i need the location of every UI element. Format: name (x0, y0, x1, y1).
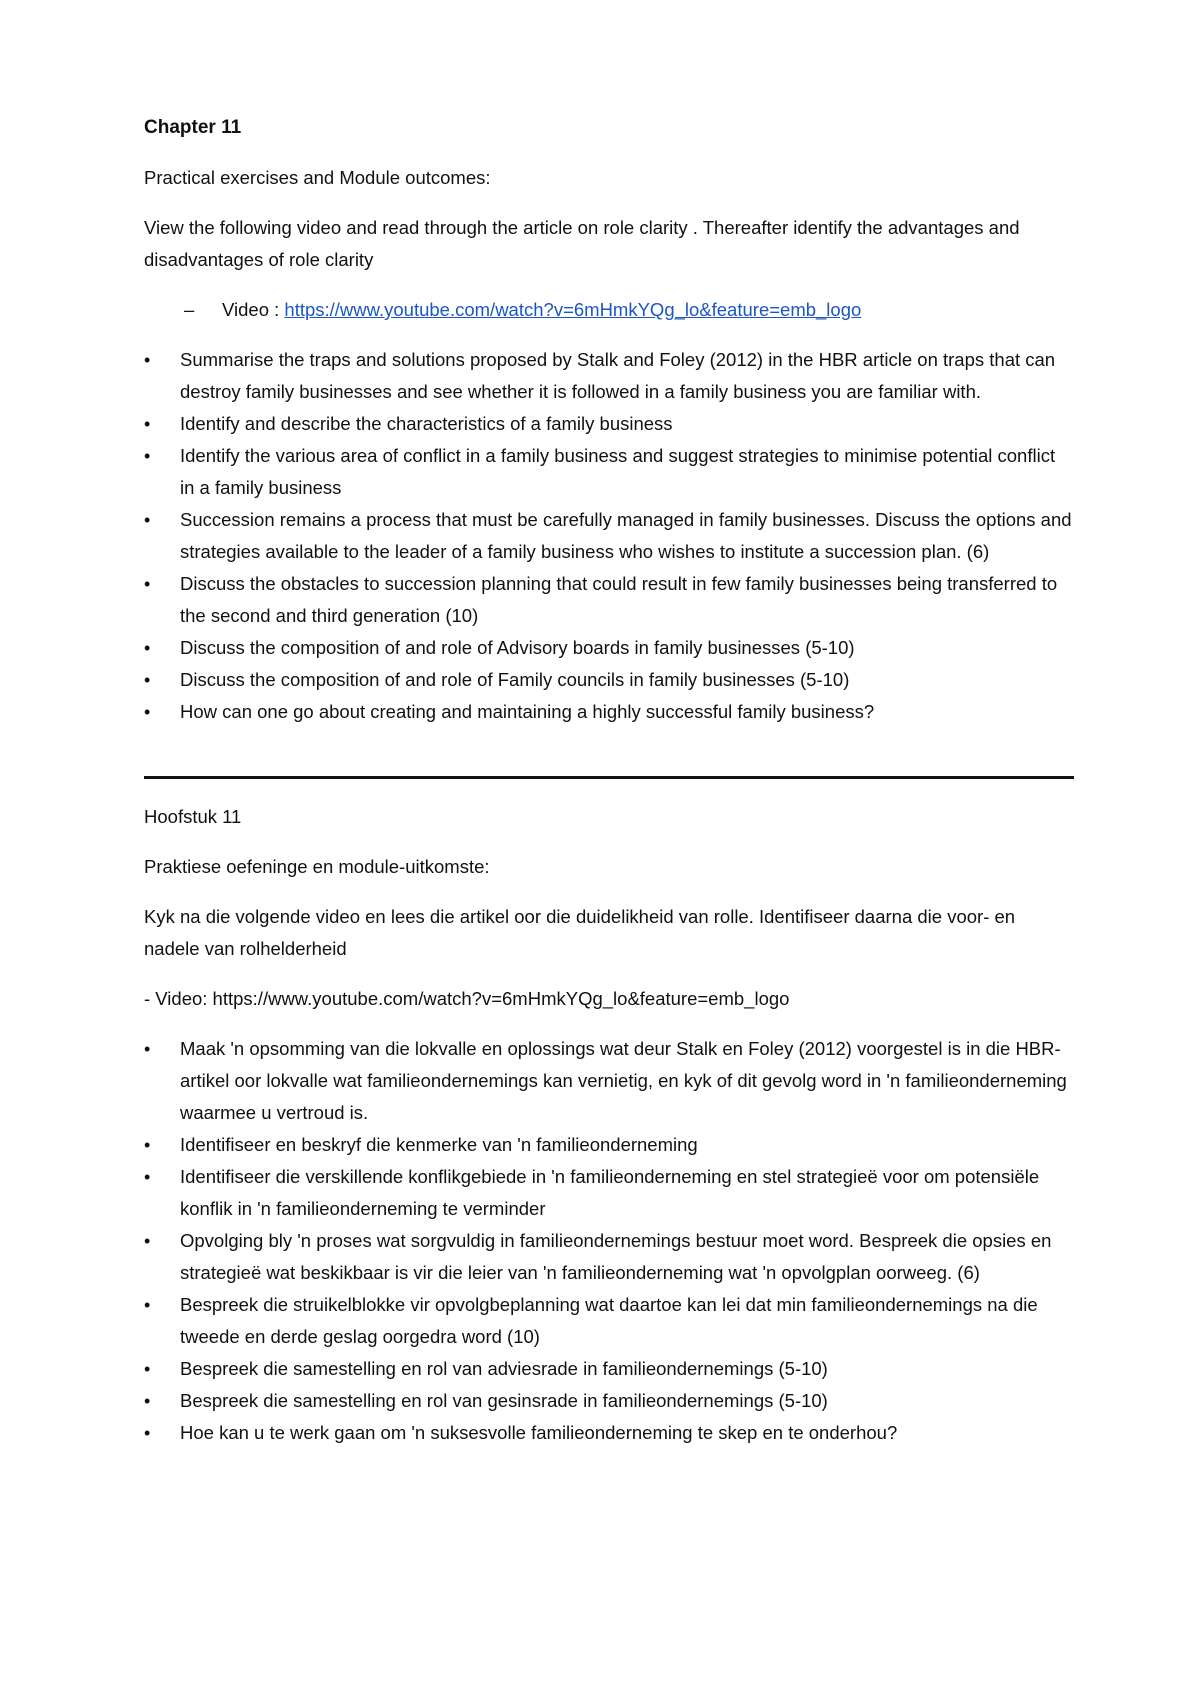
list-item-text: How can one go about creating and maintaining a highly successful family business? (180, 701, 875, 722)
chapter-title-afrikaans: Hoofstuk 11 (144, 806, 242, 827)
list-item-text: Discuss the composition of and role of Advisory boards in family businesses (5-10) (180, 637, 855, 658)
bullet-icon: • (144, 1423, 151, 1443)
list-item (144, 1289, 1074, 1353)
list-item (144, 408, 1074, 440)
list-item (144, 440, 1074, 504)
list-item-text: Identifiseer die verskillende konflikgebiede in 'n familieonderneming en stel strategieë voor om potensiële konflik in 'n familieonderneming te verminder (180, 1166, 1040, 1219)
bullet-icon: • (144, 1295, 151, 1315)
list-item-text: Discuss the obstacles to succession planning that could result in few family businesses being transferred to the second and third generation (10) (180, 573, 1058, 626)
bullet-icon: • (144, 446, 151, 466)
intro-paragraph-afrikaans: Kyk na die volgende video en lees die artikel oor die duidelikheid van rolle. Identifiseer daarna die voor- en nadele van rolhelderheid (144, 906, 1016, 959)
list-item-text: Hoe kan u te werk gaan om 'n suksesvolle familieonderneming te skep en te onderhou? (180, 1422, 898, 1443)
list-item (144, 632, 1074, 664)
bullet-icon: • (144, 1039, 151, 1059)
bullet-icon: • (144, 1135, 151, 1155)
bullet-icon: • (144, 1231, 151, 1251)
list-item (144, 1353, 1074, 1385)
list-item-text: Bespreek die samestelling en rol van adviesrade in familieondernemings (5-10) (180, 1358, 828, 1379)
list-item (144, 664, 1074, 696)
bullet-icon: • (144, 702, 151, 722)
bullet-icon: • (144, 638, 151, 658)
list-item (144, 1417, 1074, 1449)
video-line (144, 294, 1074, 326)
bullet-icon: • (144, 1359, 151, 1379)
english-outcomes-list (144, 344, 1074, 728)
list-item-text: Opvolging bly 'n proses wat sorgvuldig in familieondernemings bestuur moet word. Bespreek die opsies en strategieë wat beskikbaar is vir die leier van 'n familieonderneming wat 'n opvolgplan oorweeg. (6) (180, 1230, 1052, 1283)
bullet-icon: • (144, 510, 151, 530)
list-item-text: Identifiseer en beskryf die kenmerke van 'n familieonderneming (180, 1134, 698, 1155)
intro-paragraph: View the following video and read through the article on role clarity . Thereafter identify the advantages and disadvantages of role clarity (144, 217, 1020, 270)
list-item (144, 504, 1074, 568)
list-item-text: Maak 'n opsomming van die lokvalle en oplossings wat deur Stalk en Foley (2012) voorgestel is in die HBR-artikel oor lokvalle wat familieondernemings kan vernietig, en kyk of dit gevolg word in 'n familieonderneming waarmee u vertroud is. (180, 1038, 1067, 1123)
section-subtitle-afrikaans: Praktiese oefeninge en module-uitkomste: (144, 856, 490, 877)
bullet-icon: • (144, 670, 151, 690)
bullet-icon: • (144, 1167, 151, 1187)
video-line-content (222, 294, 861, 326)
video-link[interactable]: https://www.youtube.com/watch?v=6mHmkYQg_lo&feature=emb_logo (284, 299, 862, 320)
list-item-text: Succession remains a process that must be carefully managed in family businesses. Discuss the options and strategies available to the leader of a family business who wishes to institute a succession plan. (6) (180, 509, 1072, 562)
section-divider (144, 776, 1074, 779)
section-subtitle: Practical exercises and Module outcomes: (144, 167, 491, 188)
bullet-icon: • (144, 574, 151, 594)
list-item-text: Bespreek die struikelblokke vir opvolgbeplanning wat daartoe kan lei dat min familieondernemings na die tweede en derde geslag oorgedra word (10) (180, 1294, 1038, 1347)
dash-marker: – (184, 299, 195, 320)
list-item-text: Summarise the traps and solutions proposed by Stalk and Foley (2012) in the HBR article on traps that can destroy family businesses and see whether it is followed in a family business you are familiar with. (180, 349, 1056, 402)
video-label: Video : (222, 299, 285, 320)
list-item-text: Discuss the composition of and role of Family councils in family businesses (5-10) (180, 669, 850, 690)
list-item (144, 344, 1074, 408)
list-item-text: Identify the various area of conflict in a family business and suggest strategies to minimise potential conflict in a family business (180, 445, 1056, 498)
list-item (144, 1033, 1074, 1129)
bullet-icon: • (144, 350, 151, 370)
list-item (144, 1161, 1074, 1225)
video-line-afrikaans: - Video: https://www.youtube.com/watch?v=6mHmkYQg_lo&feature=emb_logo (144, 988, 790, 1009)
bullet-icon: • (144, 1391, 151, 1411)
afrikaans-outcomes-list (144, 1033, 1074, 1449)
list-item-text: Bespreek die samestelling en rol van gesinsrade in familieondernemings (5-10) (180, 1390, 828, 1411)
list-item (144, 568, 1074, 632)
bullet-icon: • (144, 414, 151, 434)
chapter-title: Chapter 11 (144, 117, 242, 138)
list-item (144, 1225, 1074, 1289)
list-item (144, 696, 1074, 728)
list-item (144, 1129, 1074, 1161)
list-item-text: Identify and describe the characteristics of a family business (180, 413, 673, 434)
list-item (144, 1385, 1074, 1417)
